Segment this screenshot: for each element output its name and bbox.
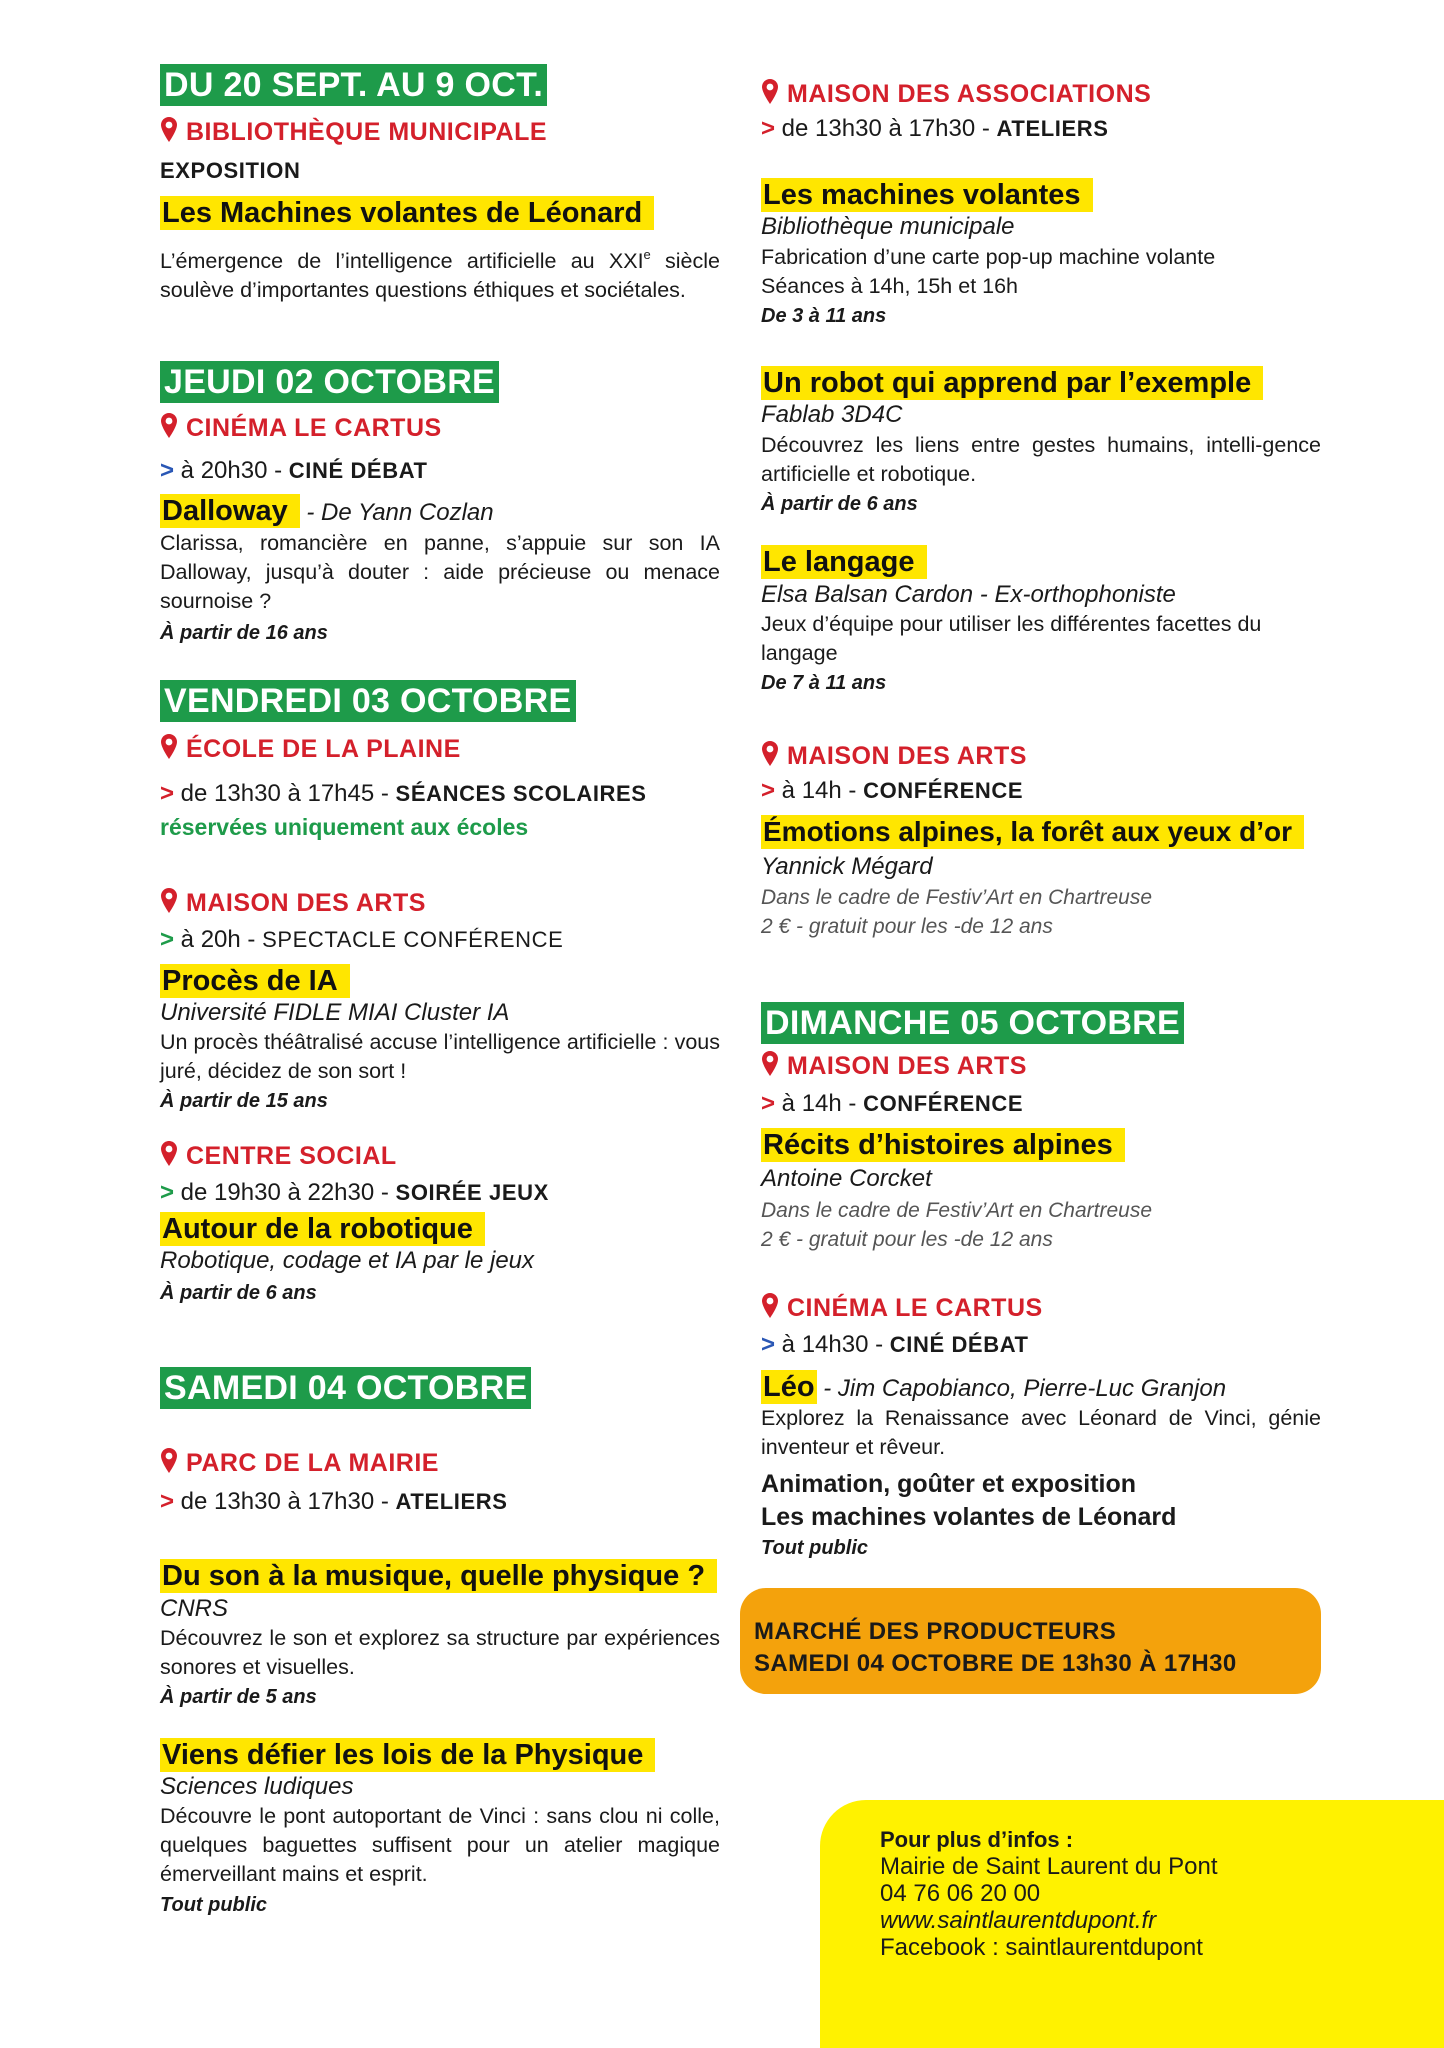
info-website-link[interactable]: www.saintlaurentdupont.fr: [880, 1907, 1157, 1934]
venue-line: [160, 1140, 397, 1172]
date-header: [761, 1002, 1184, 1044]
event-title-text: Viens défier les lois de la Physique: [160, 1738, 655, 1772]
time-text: de 19h30 à 22h30 -: [174, 1179, 396, 1206]
map-pin-icon: [160, 412, 178, 440]
venue-name: CENTRE SOCIAL: [186, 1142, 397, 1170]
desc-superscript: e: [643, 247, 651, 262]
event-title: [160, 494, 494, 528]
info-heading: Pour plus d’infos :: [880, 1827, 1074, 1852]
event-tag: SPECTACLE CONFÉRENCE: [262, 927, 564, 952]
event-title: [761, 178, 1093, 212]
event-title: [761, 1370, 1226, 1404]
time-text: à 14h -: [775, 777, 864, 804]
age-info: À partir de 5 ans: [160, 1686, 317, 1708]
event-tag: ATELIERS: [395, 1489, 508, 1514]
time-line: [761, 114, 1109, 144]
event-author: - Jim Capobianco, Pierre-Luc Granjon: [816, 1375, 1227, 1402]
venue-name: BIBLIOTHÈQUE MUNICIPALE: [186, 118, 548, 146]
event-author: Robotique, codage et IA par le jeux: [160, 1247, 535, 1274]
arrow-icon: >: [160, 457, 175, 484]
time-line: [160, 925, 563, 955]
event-title-text: Récits d’histoires alpines: [761, 1128, 1125, 1162]
time-line: [160, 1178, 549, 1208]
date-header: [160, 361, 499, 403]
event-title-text: Le langage: [761, 545, 927, 579]
venue-name: MAISON DES ARTS: [787, 1052, 1027, 1080]
time-line: [761, 1089, 1023, 1119]
info-box: [820, 1800, 1444, 2048]
event-note: Dans le cadre de Festiv’Art en Chartreuse: [761, 886, 1153, 909]
event-author: Antoine Corcket: [761, 1165, 932, 1192]
event-author: Sciences ludiques: [160, 1773, 354, 1800]
event-description: Clarissa, romancière en panne, s’appuie sur son IA Dalloway, jusqu’à douter : aide précieuse ou menace sournoise ?: [160, 531, 720, 613]
venue-name: MAISON DES ASSOCIATIONS: [787, 80, 1152, 108]
time-text: de 13h30 à 17h45 -: [174, 780, 396, 807]
market-banner: [740, 1588, 1321, 1694]
event-title: [761, 1128, 1125, 1162]
arrow-icon: >: [761, 777, 776, 804]
event-title: [160, 1559, 717, 1593]
map-pin-icon: [160, 1447, 178, 1475]
map-pin-icon: [160, 733, 178, 761]
age-info: À partir de 15 ans: [160, 1090, 328, 1112]
desc-part: siècle soulève d’importantes questions éthiques et sociétales.: [160, 249, 720, 302]
venue-name: ÉCOLE DE LA PLAINE: [186, 735, 461, 763]
event-title: [160, 1212, 485, 1246]
venue-line: [761, 740, 1027, 772]
arrow-icon: >: [761, 115, 776, 142]
map-pin-icon: [761, 1292, 779, 1320]
event-tag: CINÉ DÉBAT: [889, 1332, 1029, 1357]
time-line: [761, 1330, 1029, 1360]
age-info: De 3 à 11 ans: [761, 305, 887, 327]
schools-note: réservées uniquement aux écoles: [160, 814, 529, 840]
age-info: À partir de 6 ans: [160, 1282, 317, 1304]
event-title-text: Autour de la robotique: [160, 1212, 485, 1246]
event-tag: SOIRÉE JEUX: [395, 1180, 549, 1205]
event-title: [761, 545, 927, 579]
time-text: de 13h30 à 17h30 -: [775, 115, 997, 142]
map-pin-icon: [160, 887, 178, 915]
age-info: Tout public: [160, 1894, 268, 1916]
event-description: Un procès théâtralisé accuse l’intelligence artificielle : vous juré, décidez de son sort !: [160, 1030, 720, 1083]
event-tag: CONFÉRENCE: [863, 778, 1024, 803]
venue-name: PARC DE LA MAIRIE: [186, 1449, 439, 1477]
event-description: Jeux d’équipe pour utiliser les différentes facettes du langage: [761, 612, 1262, 665]
age-info: À partir de 6 ans: [761, 493, 918, 515]
arrow-icon: >: [160, 780, 175, 807]
animation-line: Animation, goûter et exposition: [761, 1470, 1137, 1498]
map-pin-icon: [160, 116, 178, 144]
event-tag: SÉANCES SCOLAIRES: [395, 781, 647, 806]
venue-line: [160, 733, 461, 765]
event-title: [761, 815, 1304, 849]
event-price: 2 € - gratuit pour les -de 12 ans: [761, 1228, 1053, 1251]
event-title-text: Dalloway: [160, 494, 300, 528]
age-info: De 7 à 11 ans: [761, 672, 887, 694]
arrow-icon: >: [761, 1090, 776, 1117]
venue-name: CINÉMA LE CARTUS: [186, 414, 442, 442]
event-title: [761, 366, 1263, 400]
event-author: Bibliothèque municipale: [761, 213, 1015, 240]
event-title-text: Léo: [763, 1371, 815, 1403]
venue-line: [160, 1447, 439, 1479]
age-info: À partir de 16 ans: [160, 622, 328, 644]
venue-name: MAISON DES ARTS: [787, 742, 1027, 770]
venue-line: [761, 1292, 1043, 1324]
event-title-text: Émotions alpines, la forêt aux yeux d’or: [761, 815, 1304, 849]
event-price: 2 € - gratuit pour les -de 12 ans: [761, 915, 1053, 938]
date-label: JEUDI 02 OCTOBRE: [160, 361, 499, 403]
event-description: Découvrez le son et explorez sa structure par expériences sonores et visuelles.: [160, 1626, 720, 1679]
map-pin-icon: [761, 740, 779, 768]
event-description: Explorez la Renaissance avec Léonard de Vinci, génie inventeur et rêveur.: [761, 1406, 1321, 1459]
time-line: [160, 1487, 508, 1517]
map-pin-icon: [160, 1140, 178, 1168]
arrow-icon: >: [160, 926, 175, 953]
exhibition-line: Les machines volantes de Léonard: [761, 1503, 1177, 1531]
venue-line: [761, 1050, 1027, 1082]
arrow-icon: >: [761, 1331, 776, 1358]
market-title: MARCHÉ DES PRODUCTEURS: [754, 1618, 1117, 1645]
event-title-text: Les machines volantes: [761, 178, 1093, 212]
date-label: SAMEDI 04 OCTOBRE: [160, 1367, 531, 1409]
event-author: Yannick Mégard: [761, 853, 933, 880]
market-date: SAMEDI 04 OCTOBRE DE 13h30 À 17H30: [754, 1650, 1237, 1677]
event-author: - De Yann Cozlan: [299, 499, 494, 526]
time-line: [160, 779, 647, 809]
info-phone: 04 76 06 20 00: [880, 1880, 1041, 1907]
date-label: DU 20 SEPT. AU 9 OCT.: [160, 64, 547, 106]
event-description: [160, 240, 720, 305]
event-title-text: Les Machines volantes de Léonard: [160, 196, 654, 230]
event-title-text: Procès de IA: [160, 964, 350, 998]
info-organization: Mairie de Saint Laurent du Pont: [880, 1853, 1218, 1880]
event-title: [160, 964, 350, 998]
time-text: à 20h -: [174, 926, 263, 953]
event-title: [160, 196, 654, 230]
event-description: Fabrication d’une carte pop-up machine volante: [761, 245, 1216, 269]
arrow-icon: >: [160, 1179, 175, 1206]
venue-line: [160, 887, 426, 919]
event-title-text: Un robot qui apprend par l’exemple: [761, 366, 1263, 400]
date-label: DIMANCHE 05 OCTOBRE: [761, 1002, 1184, 1044]
event-author: Université FIDLE MIAI Cluster IA: [160, 999, 510, 1026]
event-description: Découvrez les liens entre gestes humains, intelli-gence artificielle et robotique.: [761, 433, 1321, 486]
date-label: VENDREDI 03 OCTOBRE: [160, 680, 576, 722]
map-pin-icon: [761, 78, 779, 106]
venue-line: [160, 116, 547, 148]
desc-part: L’émergence de l’intelligence artificielle au XXI: [160, 249, 644, 273]
date-header: [160, 64, 547, 106]
event-type: EXPOSITION: [160, 158, 301, 183]
date-header: [160, 680, 576, 722]
event-author: Elsa Balsan Cardon - Ex-orthophoniste: [761, 581, 1176, 608]
arrow-icon: >: [160, 1488, 175, 1515]
venue-name: MAISON DES ARTS: [186, 889, 426, 917]
venue-line: [761, 78, 1151, 110]
time-text: à 14h30 -: [775, 1331, 890, 1358]
info-facebook: Facebook : saintlaurentdupont: [880, 1934, 1203, 1961]
venue-name: CINÉMA LE CARTUS: [787, 1294, 1043, 1322]
venue-line: [160, 412, 442, 444]
time-line: [761, 776, 1023, 806]
date-header: [160, 1367, 531, 1409]
event-tag: CINÉ DÉBAT: [288, 458, 428, 483]
time-line: [160, 456, 428, 486]
age-info: Tout public: [761, 1537, 869, 1559]
time-text: à 20h30 -: [174, 457, 289, 484]
map-pin-icon: [761, 1050, 779, 1078]
event-description: Séances à 14h, 15h et 16h: [761, 274, 1019, 298]
event-description: Découvre le pont autoportant de Vinci : sans clou ni colle, quelques baguettes suffisent pour un atelier magique émerveillant mains et esprit.: [160, 1804, 720, 1886]
event-tag: ATELIERS: [996, 116, 1109, 141]
event-author: Fablab 3D4C: [761, 401, 903, 428]
event-author: CNRS: [160, 1595, 229, 1622]
event-title: [160, 1738, 655, 1772]
event-title-text: Du son à la musique, quelle physique ?: [160, 1559, 717, 1593]
event-tag: CONFÉRENCE: [863, 1091, 1024, 1116]
time-text: à 14h -: [775, 1090, 864, 1117]
time-text: de 13h30 à 17h30 -: [174, 1488, 396, 1515]
event-note: Dans le cadre de Festiv’Art en Chartreuse: [761, 1199, 1153, 1222]
